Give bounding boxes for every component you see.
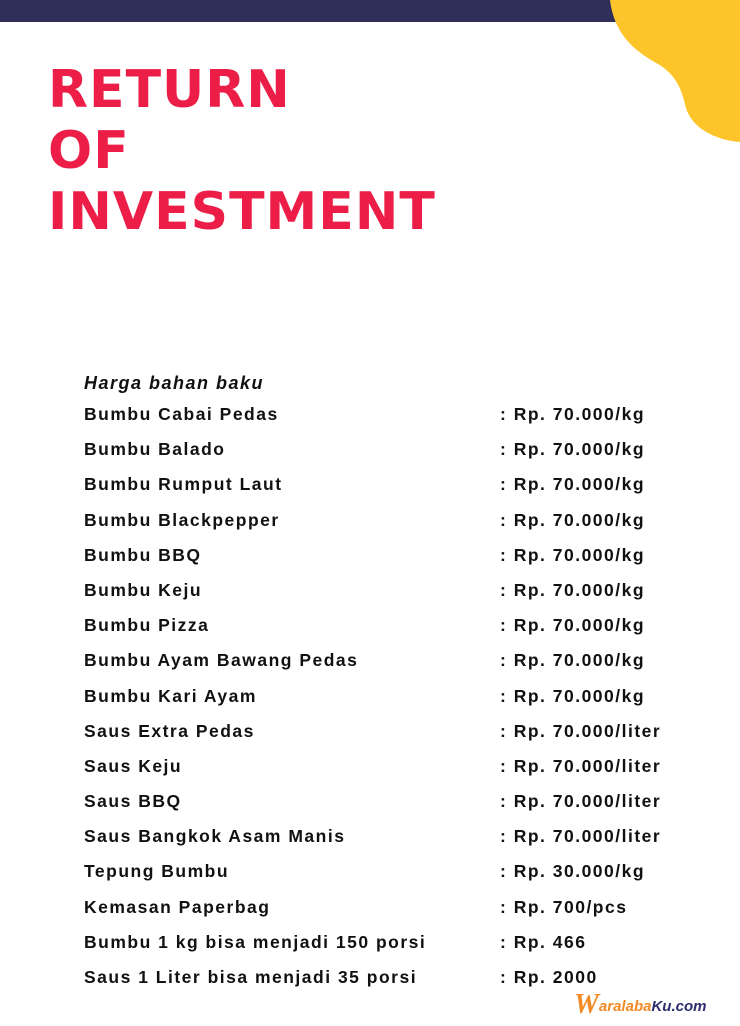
- price-item-value: : Rp. 70.000/kg: [500, 615, 646, 636]
- price-row: [84, 503, 704, 538]
- price-row: [84, 643, 704, 678]
- price-item-value: : Rp. 70.000/kg: [500, 685, 646, 706]
- title-line-2: OF: [48, 121, 130, 181]
- logo-text-part2: Ku.com: [651, 998, 707, 1015]
- corner-decoration-blob: [610, 0, 740, 145]
- price-item-name: Bumbu Cabai Pedas: [84, 404, 279, 424]
- price-item-name: Saus Keju: [84, 755, 183, 776]
- price-item-name: Kemasan Paperbag: [84, 896, 271, 917]
- price-item-name: Bumbu Keju: [84, 579, 203, 600]
- price-row: [84, 925, 704, 960]
- price-item-name: Bumbu Rumput Laut: [84, 474, 283, 495]
- price-item-name: Saus Extra Pedas: [84, 720, 255, 741]
- price-item-value: : Rp. 70.000/kg: [500, 544, 646, 565]
- price-item-value: : Rp. 700/pcs: [500, 896, 628, 917]
- price-row: [84, 679, 704, 714]
- raw-material-price-list: [84, 369, 704, 995]
- price-item-name: Saus BBQ: [84, 791, 182, 812]
- price-item-name: Saus Bangkok Asam Manis: [84, 826, 346, 847]
- price-item-name: Bumbu Ayam Bawang Pedas: [84, 650, 359, 671]
- price-row: [84, 608, 704, 643]
- logo-text-part1: aralaba: [598, 998, 652, 1015]
- price-item-value: : Rp. 70.000/kg: [500, 509, 646, 530]
- price-row: [84, 854, 704, 889]
- price-item-name: Bumbu 1 kg bisa menjadi 150 porsi: [84, 931, 427, 952]
- price-row: [84, 432, 704, 467]
- price-list-heading: Harga bahan baku: [84, 373, 265, 393]
- price-item-value: : Rp. 466: [500, 931, 587, 952]
- price-item-value: : Rp. 70.000/liter: [500, 791, 662, 812]
- top-header-bar: [0, 0, 630, 22]
- price-item-name: Bumbu BBQ: [84, 544, 202, 565]
- price-row: [84, 749, 704, 784]
- price-row: [84, 467, 704, 502]
- title-line-1: RETURN: [48, 60, 291, 120]
- price-item-value: : Rp. 70.000/liter: [500, 755, 662, 776]
- logo-w-mark: W: [574, 989, 599, 1020]
- price-row: [84, 397, 704, 432]
- price-row: [84, 714, 704, 749]
- watermark-logo: [574, 990, 706, 1020]
- price-item-value: : Rp. 70.000/kg: [500, 579, 646, 600]
- price-row: [84, 784, 704, 819]
- title-line-3: INVESTMENT: [48, 182, 436, 242]
- price-item-name: Bumbu Blackpepper: [84, 509, 280, 530]
- price-item-value: : Rp. 70.000/kg: [500, 650, 646, 671]
- page-title: [48, 60, 436, 243]
- price-item-name: Bumbu Pizza: [84, 615, 210, 636]
- price-item-value: : Rp. 70.000/kg: [500, 404, 646, 424]
- price-item-value: : Rp. 30.000/kg: [500, 861, 646, 882]
- price-row: [84, 538, 704, 573]
- price-item-name: Bumbu Kari Ayam: [84, 685, 257, 706]
- price-item-value: : Rp. 70.000/kg: [500, 474, 646, 495]
- price-row: [84, 890, 704, 925]
- price-item-value: : Rp. 70.000/kg: [500, 439, 646, 460]
- price-item-name: Saus 1 Liter bisa menjadi 35 porsi: [84, 967, 418, 987]
- price-item-value: : Rp. 70.000/liter: [500, 826, 662, 847]
- price-row: [84, 819, 704, 854]
- price-item-value: : Rp. 70.000/liter: [500, 720, 662, 741]
- price-item-name: Tepung Bumbu: [84, 861, 230, 882]
- price-item-value: : Rp. 2000: [500, 967, 598, 987]
- price-item-name: Bumbu Balado: [84, 439, 226, 460]
- price-row: [84, 573, 704, 608]
